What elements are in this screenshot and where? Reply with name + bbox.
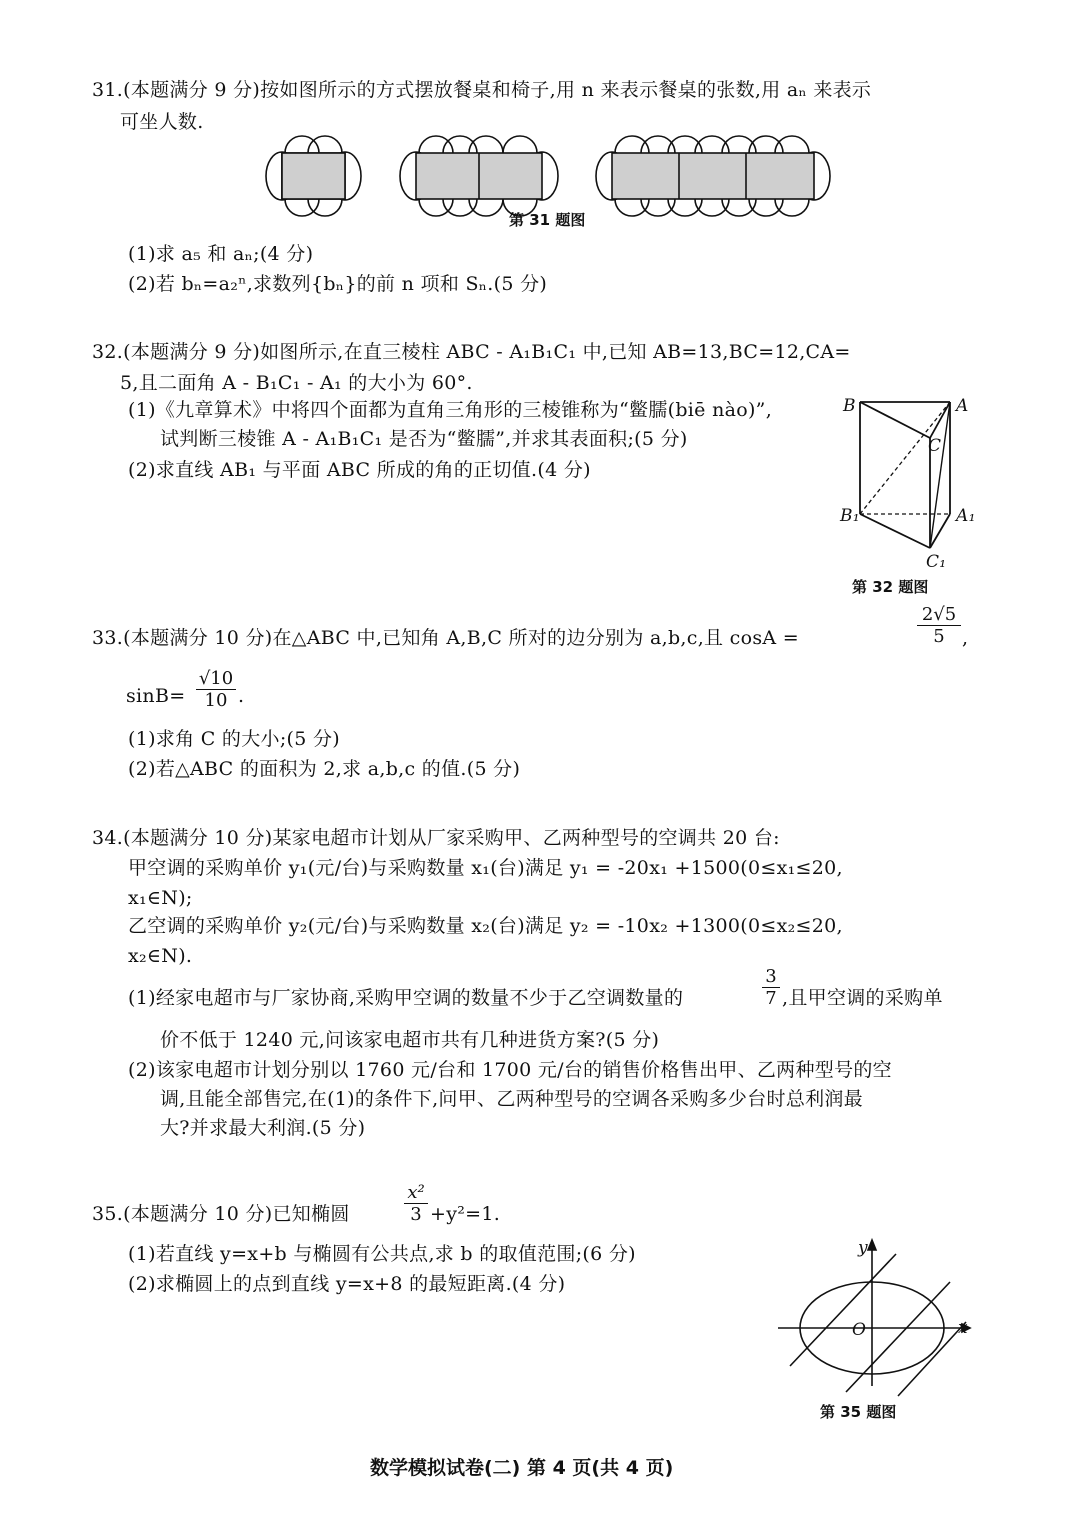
q33-sin-fraction <box>196 668 236 711</box>
q33-line1: 33.(本题满分 10 分)在△ABC 中,已知角 A,B,C 所对的边分别为 a,b,c,且 cosA = <box>92 627 799 649</box>
q35-label-x: x <box>958 1318 968 1338</box>
q35-line1-head: 35.(本题满分 10 分)已知椭圆 <box>92 1203 350 1225</box>
q32-prism-figure <box>830 388 990 588</box>
q32-line2: 5,且二面角 A - B₁C₁ - A₁ 的大小为 60°. <box>120 372 473 394</box>
q33-cos-numerator: 2√5 <box>921 604 957 625</box>
q33-comma: , <box>962 627 969 649</box>
q34-sub1a-tail: ,且甲空调的采购单 <box>782 987 943 1009</box>
q33-sin-numerator: √10 <box>198 668 234 689</box>
q34-sub2b: 调,且能全部售完,在(1)的条件下,问甲、乙两种型号的空调各采购多少台时总利润最 <box>160 1088 864 1110</box>
q33-sin-denominator: 10 <box>196 689 236 711</box>
q34-frac-numerator: 3 <box>765 966 777 987</box>
q32-line1: 32.(本题满分 9 分)如图所示,在直三棱柱 ABC - A₁B₁C₁ 中,已知 AB=13,BC=12,CA= <box>92 341 851 363</box>
q35-sub1: (1)若直线 y=x+b 与椭圆有公共点,求 b 的取值范围;(6 分) <box>128 1243 636 1265</box>
q35-sub2: (2)求椭圆上的点到直线 y=x+8 的最短距离.(4 分) <box>128 1273 566 1295</box>
q35-ellipse-figure <box>770 1236 980 1396</box>
q31-line2: 可坐人数. <box>120 111 204 133</box>
q31-sub2: (2)若 bₙ=a₂ⁿ,求数列{bₙ}的前 n 项和 Sₙ.(5 分) <box>128 273 548 295</box>
q33-cos-fraction <box>917 604 961 647</box>
q31-figure <box>262 136 842 216</box>
q34-line3: x₁∈N); <box>128 887 193 909</box>
q33-sin-lhs: sinB= <box>126 685 186 707</box>
q34-line5: x₂∈N). <box>128 945 193 967</box>
q34-line1: 34.(本题满分 10 分)某家电超市计划从厂家采购甲、乙两种型号的空调共 20 台: <box>92 827 780 849</box>
q33-sub1: (1)求角 C 的大小;(5 分) <box>128 728 340 750</box>
q35-caption: 第 35 题图 <box>820 1403 897 1421</box>
q31-sub1: (1)求 a₅ 和 aₙ;(4 分) <box>128 243 314 265</box>
page-footer: 数学模拟试卷(二) 第 4 页(共 4 页) <box>370 1457 674 1479</box>
q32-label-B1: B₁ <box>840 506 860 526</box>
q32-sub1b: 试判断三棱锥 A - A₁B₁C₁ 是否为“鳖臑”,并求其表面积;(5 分) <box>160 428 688 450</box>
q34-frac-denominator: 7 <box>762 987 780 1009</box>
q32-label-B: B <box>843 396 856 416</box>
q35-label-y: y <box>858 1238 868 1258</box>
q34-line2: 甲空调的采购单价 y₁(元/台)与采购数量 x₁(台)满足 y₁ = -20x₁ +1500(0≤x₁≤20, <box>128 857 843 879</box>
q35-frac-denominator: 3 <box>404 1203 428 1225</box>
q34-sub2c: 大?并求最大利润.(5 分) <box>160 1117 366 1139</box>
q33-period: . <box>238 685 245 707</box>
q35-line1-tail: +y²=1. <box>430 1203 501 1225</box>
q33-sub2: (2)若△ABC 的面积为 2,求 a,b,c 的值.(5 分) <box>128 758 521 780</box>
q32-label-C1: C₁ <box>926 552 947 572</box>
q32-label-A1: A₁ <box>956 506 976 526</box>
q34-line4: 乙空调的采购单价 y₂(元/台)与采购数量 x₂(台)满足 y₂ = -10x₂ +1300(0≤x₂≤20, <box>128 915 843 937</box>
q32-label-C: C <box>928 436 942 456</box>
q32-label-A: A <box>956 396 969 416</box>
q32-sub2: (2)求直线 AB₁ 与平面 ABC 所成的角的正切值.(4 分) <box>128 459 591 481</box>
q33-cos-denominator: 5 <box>917 625 961 647</box>
q31-line1: 31.(本题满分 9 分)按如图所示的方式摆放餐桌和椅子,用 n 来表示餐桌的张数,用 aₙ 来表示 <box>92 79 872 101</box>
q35-frac-numerator: x² <box>407 1182 425 1203</box>
q32-caption: 第 32 题图 <box>852 578 929 596</box>
q32-sub1a: (1)《九章算术》中将四个面都为直角三角形的三棱锥称为“鳖臑(biē nào)”, <box>128 399 773 421</box>
q31-caption: 第 31 题图 <box>509 211 586 229</box>
q35-label-origin: O <box>852 1320 867 1340</box>
q34-sub1b: 价不低于 1240 元,问该家电超市共有几种进货方案?(5 分) <box>160 1029 660 1051</box>
q34-sub1a: (1)经家电超市与厂家协商,采购甲空调的数量不少于乙空调数量的 <box>128 987 684 1009</box>
q35-fraction <box>404 1182 428 1225</box>
q34-fraction <box>762 966 780 1009</box>
q34-sub2a: (2)该家电超市计划分别以 1760 元/台和 1700 元/台的销售价格售出甲、乙两种型号的空 <box>128 1059 892 1081</box>
